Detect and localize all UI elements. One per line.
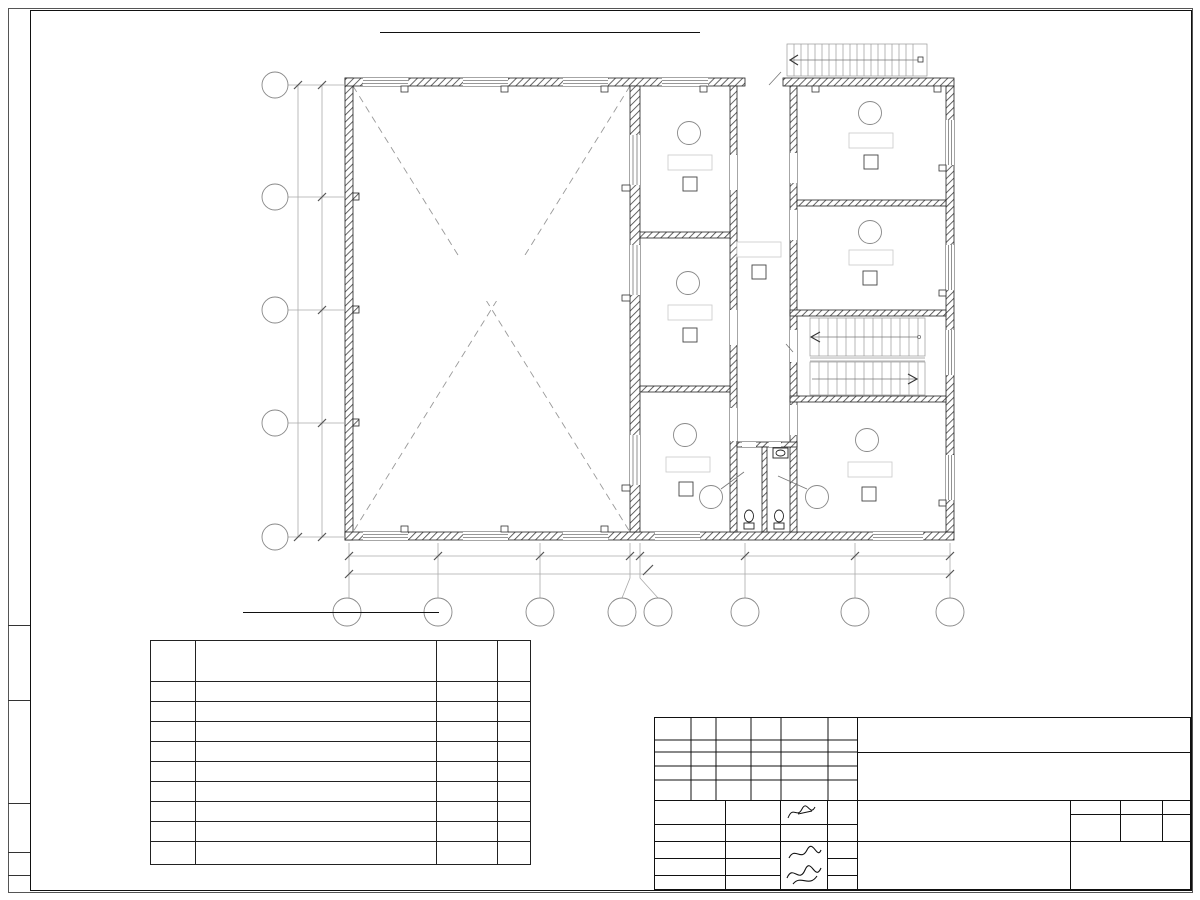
role-label bbox=[654, 858, 726, 876]
role-date bbox=[827, 841, 858, 859]
room-area bbox=[437, 762, 498, 782]
role-date bbox=[827, 858, 858, 876]
table-row bbox=[151, 802, 531, 822]
room-category bbox=[498, 802, 531, 822]
table-row bbox=[151, 782, 531, 802]
role-name bbox=[725, 800, 781, 825]
room-area bbox=[437, 802, 498, 822]
signature-icon bbox=[783, 844, 825, 888]
signature bbox=[780, 841, 828, 890]
room-area bbox=[437, 822, 498, 842]
signature-icon bbox=[784, 803, 824, 823]
revision-grid-lines bbox=[655, 718, 857, 800]
role-empty bbox=[827, 824, 858, 842]
margin-divider bbox=[8, 803, 30, 804]
table-row bbox=[151, 822, 531, 842]
room-id bbox=[151, 702, 196, 722]
room-id bbox=[151, 722, 196, 742]
room-name bbox=[196, 782, 437, 802]
room-id bbox=[151, 782, 196, 802]
sheets-total bbox=[1162, 814, 1191, 842]
total-empty bbox=[151, 842, 196, 865]
room-category bbox=[498, 702, 531, 722]
total-category bbox=[498, 842, 531, 865]
table-row bbox=[151, 702, 531, 722]
col-header-number bbox=[151, 641, 196, 682]
room-category bbox=[498, 722, 531, 742]
sheets-header bbox=[1162, 800, 1191, 815]
role-empty bbox=[725, 875, 781, 890]
room-area bbox=[437, 682, 498, 702]
developer-org bbox=[857, 800, 1071, 842]
role-label bbox=[654, 800, 726, 825]
total-value bbox=[437, 842, 498, 865]
col-header-area bbox=[437, 641, 498, 682]
role-empty bbox=[780, 824, 828, 842]
drawing-title bbox=[857, 841, 1071, 890]
explication-table bbox=[150, 640, 531, 865]
room-name bbox=[196, 702, 437, 722]
table-row bbox=[151, 722, 531, 742]
room-category bbox=[498, 762, 531, 782]
role-empty bbox=[827, 875, 858, 890]
room-id bbox=[151, 822, 196, 842]
table-row bbox=[151, 762, 531, 782]
room-category bbox=[498, 822, 531, 842]
margin-divider bbox=[8, 700, 30, 701]
contractor-org bbox=[1070, 841, 1191, 890]
room-name bbox=[196, 722, 437, 742]
col-header-name bbox=[196, 641, 437, 682]
role-empty bbox=[725, 824, 781, 842]
title-block bbox=[654, 717, 1191, 890]
room-name bbox=[196, 742, 437, 762]
margin-divider bbox=[8, 625, 30, 626]
room-name bbox=[196, 822, 437, 842]
room-id bbox=[151, 742, 196, 762]
room-name bbox=[196, 762, 437, 782]
role-date bbox=[827, 800, 858, 825]
project-address bbox=[857, 752, 1191, 801]
role-label bbox=[654, 841, 726, 859]
stage-value bbox=[1070, 814, 1121, 842]
revision-grid bbox=[654, 717, 858, 801]
room-name bbox=[196, 802, 437, 822]
role-empty bbox=[654, 824, 726, 842]
signature bbox=[780, 800, 828, 825]
table-row bbox=[151, 742, 531, 762]
page-title bbox=[380, 30, 700, 33]
room-id bbox=[151, 682, 196, 702]
doc-number bbox=[857, 717, 1191, 753]
room-id bbox=[151, 762, 196, 782]
role-name bbox=[725, 841, 781, 859]
room-name bbox=[196, 682, 437, 702]
room-area bbox=[437, 782, 498, 802]
margin-divider bbox=[8, 852, 30, 853]
room-category bbox=[498, 742, 531, 762]
room-area bbox=[437, 742, 498, 762]
sheet-number bbox=[1120, 814, 1163, 842]
stage-header bbox=[1070, 800, 1121, 815]
table-total-row bbox=[151, 842, 531, 865]
room-area bbox=[437, 702, 498, 722]
room-category bbox=[498, 682, 531, 702]
table-row bbox=[151, 682, 531, 702]
role-name bbox=[725, 858, 781, 876]
col-header-category bbox=[498, 641, 531, 682]
sheet-header bbox=[1120, 800, 1163, 815]
room-category bbox=[498, 782, 531, 802]
room-id bbox=[151, 802, 196, 822]
role-empty bbox=[654, 875, 726, 890]
explication-title bbox=[243, 611, 439, 613]
total-label bbox=[196, 842, 437, 865]
room-area bbox=[437, 722, 498, 742]
margin-divider bbox=[8, 875, 30, 876]
table-header-row bbox=[151, 641, 531, 682]
